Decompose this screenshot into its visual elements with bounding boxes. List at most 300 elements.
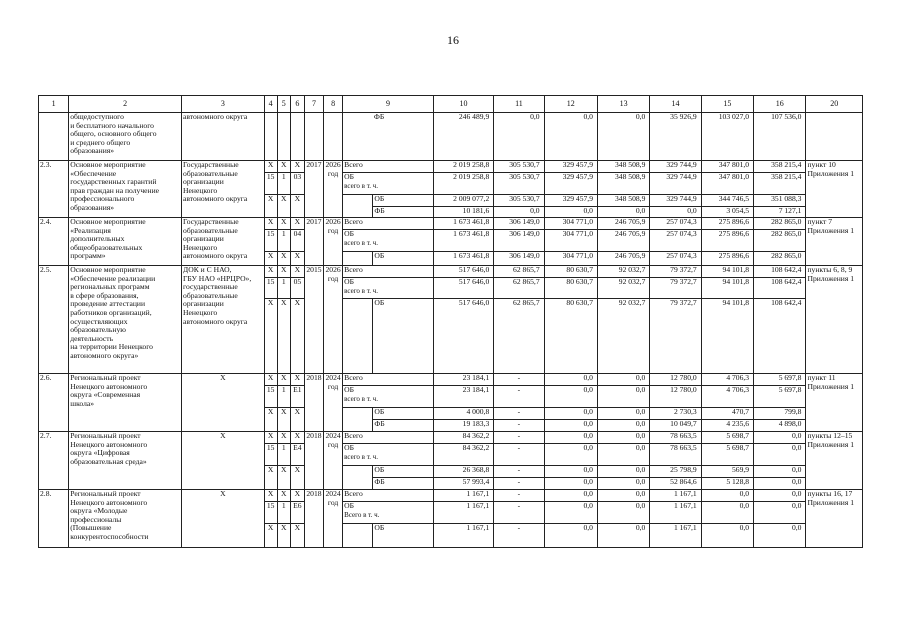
- value-cell: 0,0: [754, 478, 806, 490]
- value-cell: 257 074,3: [650, 252, 701, 266]
- value-cell: 358 215,4: [754, 173, 806, 195]
- header-cell: 13: [597, 96, 649, 113]
- value-cell: 347 801,0: [701, 161, 753, 173]
- header-cell: 3: [182, 96, 265, 113]
- value-cell: 2024: [325, 431, 341, 440]
- value-cell: X: [290, 299, 304, 374]
- measure-name: общедоступного и бесплатного начального общего, основного общего и среднего общего образования»: [69, 113, 182, 161]
- value-cell: X: [264, 266, 277, 278]
- row-number: 2.8.: [39, 490, 69, 548]
- value-cell: 329 744,9: [650, 161, 701, 173]
- value-cell: -: [494, 466, 544, 478]
- note: пункты 6, 8, 9 Приложения 1: [806, 266, 863, 374]
- end-year: [324, 218, 343, 266]
- value-cell: X: [277, 252, 290, 266]
- value-cell: 257 074,3: [650, 218, 701, 230]
- value-cell: 78 663,5: [650, 444, 701, 466]
- start-year: [304, 218, 323, 266]
- header-cell: 7: [304, 96, 323, 113]
- header-cell: 20: [806, 96, 863, 113]
- value-cell: X: [264, 161, 277, 173]
- value-cell: 1: [277, 230, 290, 252]
- source: ФБ: [373, 420, 433, 432]
- value-cell: 304 771,0: [544, 218, 597, 230]
- header-cell: 4: [264, 96, 277, 113]
- value-cell: X: [277, 218, 290, 230]
- value-cell: ОБ: [344, 172, 355, 181]
- value-cell: -: [494, 524, 544, 548]
- value-cell: 79 372,7: [650, 299, 701, 374]
- value-cell: 5 698,7: [701, 432, 753, 444]
- value-cell: 0,0: [544, 444, 597, 466]
- value-cell: 107 536,0: [754, 113, 806, 161]
- value-cell: -: [494, 408, 544, 420]
- value-cell: E4: [290, 444, 304, 466]
- value-cell: 0,0: [754, 466, 806, 478]
- value-cell: 15: [264, 278, 277, 299]
- value-cell: 1 167,1: [433, 490, 493, 502]
- value-cell: 4 000,8: [433, 408, 493, 420]
- value-cell: X: [277, 490, 290, 502]
- value-cell: 358 215,4: [754, 161, 806, 173]
- value-cell: 62 865,7: [494, 299, 544, 374]
- value-cell: 57 993,4: [433, 478, 493, 490]
- value-cell: E6: [290, 502, 304, 524]
- header-cell: 9: [343, 96, 434, 113]
- value-cell: 92 032,7: [597, 299, 649, 374]
- executor: X: [182, 374, 265, 432]
- value-cell: 305 530,7: [494, 173, 544, 195]
- value-cell: 517 646,0: [433, 299, 493, 374]
- value-cell: 799,8: [754, 408, 806, 420]
- value-cell: 305 530,7: [494, 195, 544, 207]
- header-cell: 12: [544, 96, 597, 113]
- value-cell: 05: [290, 278, 304, 299]
- value-cell: 84 362,2: [433, 432, 493, 444]
- row-number: 2.3.: [39, 161, 69, 218]
- note: пункт 7 Приложения 1: [806, 218, 863, 266]
- value-cell: год: [327, 225, 339, 235]
- header-cell: 11: [494, 96, 544, 113]
- value-cell: 0,0: [754, 444, 806, 466]
- value-cell: 15: [264, 502, 277, 524]
- value-cell: 4 235,6: [701, 420, 753, 432]
- note: пункты 16, 17 Приложения 1: [806, 490, 863, 548]
- value-cell: 0,0: [544, 374, 597, 386]
- value-cell: 1: [277, 173, 290, 195]
- value-cell: 2 019 258,8: [433, 161, 493, 173]
- value-cell: 2024: [325, 489, 341, 498]
- value-cell: -: [494, 386, 544, 408]
- value-cell: -: [494, 420, 544, 432]
- value-cell: 108 642,4: [754, 299, 806, 374]
- row-number: 2.6.: [39, 374, 69, 432]
- header-cell: 10: [433, 96, 493, 113]
- value-cell: 04: [290, 230, 304, 252]
- value-cell: ОБ: [344, 443, 355, 452]
- value-cell: 347 801,0: [701, 173, 753, 195]
- value-cell: 2026: [325, 217, 341, 226]
- value-cell: 80 630,7: [544, 278, 597, 299]
- value-cell: 2024: [325, 373, 341, 382]
- value-cell: X: [277, 266, 290, 278]
- value-cell: 1 167,1: [433, 502, 493, 524]
- value-cell: X: [277, 374, 290, 386]
- value-cell: 275 896,6: [701, 230, 753, 252]
- value-cell: 1 167,1: [650, 502, 701, 524]
- value-cell: 304 771,0: [544, 230, 597, 252]
- source: ОБ: [373, 252, 433, 266]
- source: Всего: [343, 218, 434, 230]
- value-cell: 0,0: [544, 420, 597, 432]
- value-cell: -: [494, 432, 544, 444]
- executor: Государственные образовательные организации Ненецкого автономного округа: [182, 161, 265, 218]
- value-cell: 517 646,0: [433, 278, 493, 299]
- executor: X: [182, 490, 265, 548]
- value-cell: -: [494, 502, 544, 524]
- value-cell: 5 697,8: [754, 386, 806, 408]
- value-cell: всего в т. ч.: [344, 452, 379, 461]
- source: Всего: [343, 490, 434, 502]
- value-cell: -: [494, 374, 544, 386]
- value-cell: 282 865,0: [754, 252, 806, 266]
- header-cell: 5: [277, 96, 290, 113]
- value-cell: 15: [264, 444, 277, 466]
- executor: ДОК и С НАО, ГБУ НАО «НРЦРО», государственные образовательные организации Ненецкого автономного округа: [182, 266, 265, 374]
- value-cell: 0,0: [597, 478, 649, 490]
- value-cell: 0,0: [754, 502, 806, 524]
- value-cell: год: [327, 497, 339, 507]
- executor: Государственные образовательные организации Ненецкого автономного округа: [182, 218, 265, 266]
- source: [343, 502, 434, 524]
- source: [343, 173, 434, 195]
- value-cell: 0,0: [544, 386, 597, 408]
- value-cell: 306 149,0: [494, 218, 544, 230]
- source: [343, 230, 434, 252]
- value-cell: 329 744,9: [650, 173, 701, 195]
- value-cell: 246 489,9: [433, 113, 493, 161]
- source: [343, 278, 434, 299]
- value-cell: X: [264, 299, 277, 374]
- value-cell: 2026: [325, 265, 341, 274]
- table-row: [39, 266, 863, 278]
- value-cell: X: [290, 466, 304, 490]
- value-cell: 0,0: [597, 207, 649, 218]
- note: пункт 11 Приложения 1: [806, 374, 863, 432]
- value-cell: X: [277, 299, 290, 374]
- value-cell: 2018: [306, 373, 322, 382]
- value-cell: 2017: [306, 160, 322, 169]
- value-cell: X: [277, 524, 290, 548]
- value-cell: 306 149,0: [494, 230, 544, 252]
- value-cell: X: [277, 408, 290, 432]
- source: ОБ: [373, 195, 433, 207]
- value-cell: 2017: [306, 217, 322, 226]
- value-cell: 275 896,6: [701, 218, 753, 230]
- value-cell: 275 896,6: [701, 252, 753, 266]
- value-cell: 23 184,1: [433, 374, 493, 386]
- value-cell: 0,0: [494, 113, 544, 161]
- value-cell: 0,0: [597, 502, 649, 524]
- value-cell: X: [264, 218, 277, 230]
- value-cell: 5 128,8: [701, 478, 753, 490]
- end-year: [324, 374, 343, 432]
- value-cell: 79 372,7: [650, 278, 701, 299]
- value-cell: 0,0: [597, 466, 649, 478]
- start-year: [304, 490, 323, 548]
- value-cell: -: [494, 478, 544, 490]
- value-cell: 80 630,7: [544, 299, 597, 374]
- value-cell: 10 181,6: [433, 207, 493, 218]
- value-cell: 108 642,4: [754, 266, 806, 278]
- value-cell: X: [264, 195, 277, 218]
- executor: автономного округа: [182, 113, 265, 161]
- source: ОБ: [373, 466, 433, 478]
- value-cell: всего в т. ч.: [344, 286, 379, 295]
- value-cell: X: [264, 408, 277, 432]
- value-cell: 4 898,0: [754, 420, 806, 432]
- value-cell: 304 771,0: [544, 252, 597, 266]
- value-cell: 92 032,7: [597, 266, 649, 278]
- table-row: [39, 161, 863, 173]
- row-number: 2.5.: [39, 266, 69, 374]
- value-cell: 79 372,7: [650, 266, 701, 278]
- start-year: [304, 161, 323, 218]
- value-cell: 344 746,5: [701, 195, 753, 207]
- note: пункты 12–15 Приложения 1: [806, 432, 863, 490]
- value-cell: 15: [264, 230, 277, 252]
- value-cell: 0,0: [754, 524, 806, 548]
- value-cell: 0,0: [597, 444, 649, 466]
- value-cell: 03: [290, 173, 304, 195]
- value-cell: 2018: [306, 431, 322, 440]
- value-cell: 25 798,9: [650, 466, 701, 478]
- value-cell: 1 673 461,8: [433, 230, 493, 252]
- value-cell: всего в т. ч.: [344, 394, 379, 403]
- value-cell: 0,0: [544, 408, 597, 420]
- value-cell: 329 457,9: [544, 173, 597, 195]
- measure-name: Региональный проект Ненецкого автономного округа «Современная школа»: [69, 374, 182, 432]
- value-cell: X: [277, 432, 290, 444]
- value-cell: всего в т. ч.: [344, 238, 379, 247]
- value-cell: 0,0: [544, 502, 597, 524]
- start-year: [304, 432, 323, 490]
- header-cell: 16: [754, 96, 806, 113]
- value-cell: X: [290, 252, 304, 266]
- value-cell: X: [277, 161, 290, 173]
- note: пункт 10 Приложения 1: [806, 161, 863, 218]
- value-cell: 94 101,8: [701, 266, 753, 278]
- value-cell: 569,9: [701, 466, 753, 478]
- start-year: [304, 266, 323, 374]
- value-cell: X: [290, 432, 304, 444]
- value-cell: ОБ: [344, 385, 355, 394]
- header-cell: 6: [290, 96, 304, 113]
- source: ФБ: [373, 207, 433, 218]
- value-cell: 92 032,7: [597, 278, 649, 299]
- value-cell: 0,0: [754, 490, 806, 502]
- value-cell: X: [277, 466, 290, 490]
- value-cell: 0,0: [544, 524, 597, 548]
- value-cell: год: [327, 273, 339, 283]
- value-cell: X: [290, 490, 304, 502]
- measure-name: Основное мероприятие «Обеспечение государственных гарантий прав граждан на получение профессионального образования»: [69, 161, 182, 218]
- value-cell: X: [290, 266, 304, 278]
- value-cell: 4 706,3: [701, 374, 753, 386]
- value-cell: X: [264, 490, 277, 502]
- value-cell: -: [494, 490, 544, 502]
- source: Всего: [343, 374, 434, 386]
- value-cell: 7 127,1: [754, 207, 806, 218]
- value-cell: год: [327, 439, 339, 449]
- value-cell: 0,0: [650, 207, 701, 218]
- value-cell: 348 508,9: [597, 173, 649, 195]
- value-cell: 1 167,1: [650, 524, 701, 548]
- value-cell: 306 149,0: [494, 252, 544, 266]
- value-cell: 351 088,3: [754, 195, 806, 207]
- value-cell: X: [290, 218, 304, 230]
- value-cell: 2018: [306, 489, 322, 498]
- value-cell: 246 705,9: [597, 218, 649, 230]
- value-cell: 2 730,3: [650, 408, 701, 420]
- value-cell: 0,0: [597, 490, 649, 502]
- start-year: [304, 374, 323, 432]
- value-cell: 26 368,8: [433, 466, 493, 478]
- value-cell: 78 663,5: [650, 432, 701, 444]
- value-cell: 0,0: [544, 490, 597, 502]
- value-cell: 329 457,9: [544, 195, 597, 207]
- source: [343, 386, 434, 408]
- value-cell: 1 167,1: [433, 524, 493, 548]
- value-cell: 1: [277, 444, 290, 466]
- value-cell: 12 780,0: [650, 374, 701, 386]
- table-row: [39, 218, 863, 230]
- value-cell: 5 698,7: [701, 444, 753, 466]
- value-cell: 94 101,8: [701, 278, 753, 299]
- value-cell: 3 054,5: [701, 207, 753, 218]
- source: ОБ: [373, 408, 433, 420]
- value-cell: 246 705,9: [597, 252, 649, 266]
- value-cell: 0,0: [544, 478, 597, 490]
- value-cell: E1: [290, 386, 304, 408]
- header-row: [39, 96, 863, 113]
- source: ОБ: [373, 299, 433, 374]
- source: ОБ: [373, 524, 433, 548]
- value-cell: год: [327, 381, 339, 391]
- value-cell: ОБ: [344, 501, 355, 510]
- executor: X: [182, 432, 265, 490]
- end-year: [324, 161, 343, 218]
- table-row: [39, 432, 863, 444]
- value-cell: 0,0: [597, 524, 649, 548]
- source: [343, 444, 434, 466]
- value-cell: 305 530,7: [494, 161, 544, 173]
- value-cell: 2015: [306, 265, 322, 274]
- value-cell: 282 865,0: [754, 218, 806, 230]
- value-cell: 0,0: [544, 432, 597, 444]
- value-cell: 0,0: [597, 374, 649, 386]
- value-cell: X: [290, 161, 304, 173]
- value-cell: -: [494, 444, 544, 466]
- value-cell: 80 630,7: [544, 266, 597, 278]
- value-cell: X: [264, 432, 277, 444]
- value-cell: X: [264, 374, 277, 386]
- value-cell: X: [290, 408, 304, 432]
- value-cell: 0,0: [597, 113, 649, 161]
- value-cell: год: [327, 168, 339, 178]
- value-cell: 1 673 461,8: [433, 252, 493, 266]
- value-cell: 0,0: [597, 432, 649, 444]
- value-cell: 1: [277, 278, 290, 299]
- source: Всего: [343, 432, 434, 444]
- source: ФБ: [373, 478, 433, 490]
- value-cell: 1: [277, 386, 290, 408]
- value-cell: ОБ: [344, 229, 355, 238]
- value-cell: 5 697,8: [754, 374, 806, 386]
- budget-table: [38, 95, 863, 548]
- row-number: 2.7.: [39, 432, 69, 490]
- header-cell: 8: [324, 96, 343, 113]
- value-cell: 0,0: [597, 420, 649, 432]
- header-cell: 15: [701, 96, 753, 113]
- value-cell: 23 184,1: [433, 386, 493, 408]
- measure-name: Основное мероприятие «Обеспечение реализации региональных программ в сфере образования, проведение аттестации работников организаций, осуществляющих образовательную деятельность на территории Ненецкого автономного округа»: [69, 266, 182, 374]
- header-cell: 1: [39, 96, 69, 113]
- table-row: [39, 113, 863, 161]
- value-cell: 0,0: [597, 386, 649, 408]
- value-cell: 348 508,9: [597, 195, 649, 207]
- table-row: [39, 374, 863, 386]
- value-cell: 246 705,9: [597, 230, 649, 252]
- value-cell: 52 864,6: [650, 478, 701, 490]
- header-cell: 14: [650, 96, 701, 113]
- value-cell: X: [264, 466, 277, 490]
- value-cell: 1 673 461,8: [433, 218, 493, 230]
- value-cell: 257 074,3: [650, 230, 701, 252]
- value-cell: X: [290, 374, 304, 386]
- value-cell: 282 865,0: [754, 230, 806, 252]
- value-cell: 0,0: [701, 502, 753, 524]
- value-cell: 517 646,0: [433, 266, 493, 278]
- measure-name: Региональный проект Ненецкого автономного округа «Молодые профессионалы (Повышение конкурентоспособности: [69, 490, 182, 548]
- value-cell: 15: [264, 386, 277, 408]
- value-cell: 0,0: [754, 432, 806, 444]
- value-cell: 62 865,7: [494, 266, 544, 278]
- value-cell: 2 009 077,2: [433, 195, 493, 207]
- value-cell: 0,0: [597, 408, 649, 420]
- value-cell: 84 362,2: [433, 444, 493, 466]
- value-cell: 19 183,3: [433, 420, 493, 432]
- value-cell: 10 049,7: [650, 420, 701, 432]
- value-cell: X: [264, 252, 277, 266]
- source: ФБ: [373, 113, 433, 161]
- value-cell: 62 865,7: [494, 278, 544, 299]
- value-cell: 108 642,4: [754, 278, 806, 299]
- value-cell: 0,0: [544, 207, 597, 218]
- value-cell: X: [264, 524, 277, 548]
- end-year: [324, 490, 343, 548]
- end-year: [324, 432, 343, 490]
- value-cell: 1: [277, 502, 290, 524]
- value-cell: 2026: [325, 160, 341, 169]
- end-year: [324, 266, 343, 374]
- source: Всего: [343, 161, 434, 173]
- value-cell: 329 744,9: [650, 195, 701, 207]
- value-cell: 0,0: [701, 490, 753, 502]
- value-cell: 348 508,9: [597, 161, 649, 173]
- value-cell: ОБ: [344, 277, 355, 286]
- value-cell: 0,0: [701, 524, 753, 548]
